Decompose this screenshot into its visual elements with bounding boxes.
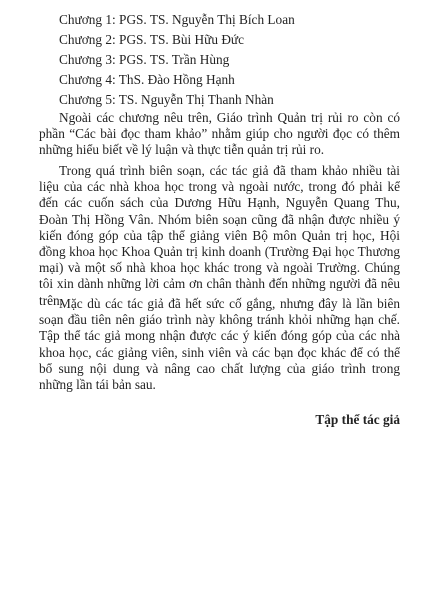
body-paragraph: Ngoài các chương nêu trên, Giáo trình Quản trị rủi ro còn có phần “Các bài đọc tham khảo” nhằm giúp cho người đọc có thêm những hiểu biết về lý luận và thực tiễn quản trị rủi ro. [39, 110, 400, 158]
chapter-author-line: Chương 2: PGS. TS. Bùi Hữu Đức [59, 32, 245, 47]
author-signature: Tập thể tác giả [315, 412, 400, 427]
body-paragraph: Trong quá trình biên soạn, các tác giả đã tham khảo nhiều tài liệu của các nhà khoa học trong và ngoài nước, trong đó phải kể đến các cuốn sách của Dương Hữu Hạnh, Nguyễn Quang Thu, Đoàn Thị Hồng Vân. Nhóm biên soạn cũng đã nhận được nhiều ý kiến đóng góp của tập thể giảng viên Bộ môn Quản trị học, Hội đồng khoa học Khoa Quản trị kinh doanh (Trường Đại học Thương mại) và một số nhà khoa học khác trong và ngoài Trường. Chúng tôi xin dành những lời cảm ơn chân thành đến những người đã nêu trên. [39, 163, 400, 308]
chapter-author-line: Chương 4: ThS. Đào Hồng Hạnh [59, 72, 235, 87]
chapter-author-line: Chương 3: PGS. TS. Trần Hùng [59, 52, 230, 67]
body-paragraph: Mặc dù các tác giả đã hết sức cố gắng, nhưng đây là lần biên soạn đầu tiên nên giáo trình này không tránh khỏi những hạn chế. Tập thể tác giả mong nhận được các ý kiến đóng góp của các nhà khoa học, các giảng viên, sinh viên và các bạn đọc khác để có thể bổ sung nội dung và nâng cao chất lượng của giáo trình trong những lần tái bản sau. [39, 296, 400, 393]
chapter-author-line: Chương 5: TS. Nguyễn Thị Thanh Nhàn [59, 92, 274, 107]
chapter-author-line: Chương 1: PGS. TS. Nguyễn Thị Bích Loan [59, 12, 295, 27]
chapter-author-list [59, 10, 389, 110]
